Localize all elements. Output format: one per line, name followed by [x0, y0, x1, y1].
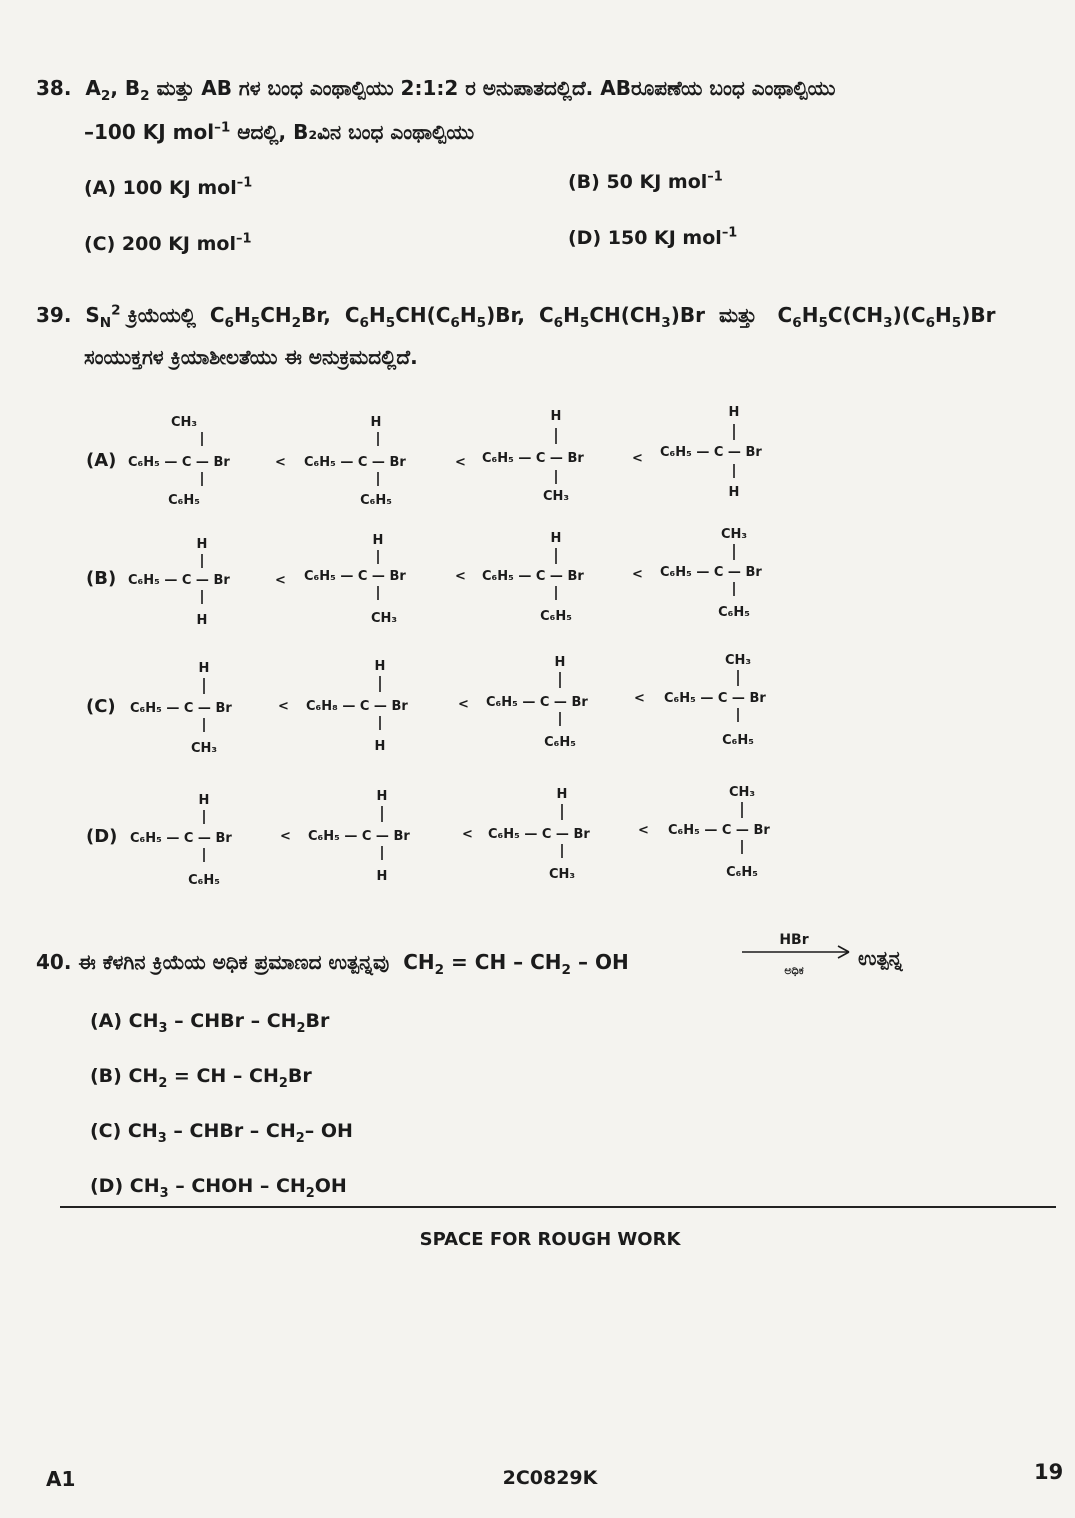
option-39-d — [86, 785, 770, 888]
substituent-bottom: C₆H₅ — [188, 873, 220, 888]
substituent-bottom: H — [376, 869, 388, 884]
question-40-line1 — [36, 950, 629, 978]
svg-text:C₆H₅ — C — Br: C₆H₅ — C — Br — [486, 695, 588, 710]
question-text: ಈ ಕೆಳಗಿನ ಕ್ರಿಯೆಯ ಅಧಿಕ ಪ್ರಮಾಣದ ಉತ್ಪನ್ನವು — [78, 950, 390, 974]
substituent-bottom: CH₃ — [370, 611, 398, 626]
option-38-a: (A) 100 KJ mol$^{-1}$ — [84, 175, 253, 199]
substituent-top: H — [554, 655, 566, 670]
svg-text:<: < — [280, 829, 291, 844]
option-38-d: (D) 150 KJ mol$^{-1}$ — [568, 225, 738, 249]
question-number: 38. — [36, 76, 72, 100]
option-label: (C) — [86, 696, 116, 717]
option-38-c: (C) 200 KJ mol$^{-1}$ — [84, 231, 252, 255]
option-39-c — [86, 653, 766, 756]
formula: –100 KJ mol$^{-1}$ — [84, 119, 231, 144]
option-40-b: (B) $CH_2$ = CH – $CH_2Br$ — [90, 1065, 312, 1091]
substituent-top: CH₃ — [720, 527, 748, 542]
svg-text:ಅಧಿಕ: ಅಧಿಕ — [784, 964, 804, 977]
substituent-bottom: C₆H₅ — [726, 865, 758, 880]
formula: $C_6H_5CH_2Br$, $C_6H_5CH(C_6H_5)Br$, $C_6H_5CH(CH_3)Br$ — [202, 303, 719, 331]
option-label: (A) — [86, 450, 117, 471]
option-38-b: (B) 50 KJ mol$^{-1}$ — [568, 169, 723, 193]
svg-text:<: < — [278, 699, 289, 714]
svg-text:HBr: HBr — [779, 932, 809, 948]
svg-text:C₆H₅ — C — Br: C₆H₅ — C — Br — [130, 831, 232, 846]
substituent-bottom: CH₃ — [190, 741, 218, 756]
formula: $C_6H_5C(CH_3)(C_6H_5)Br$ — [763, 303, 996, 331]
substituent-top: H — [198, 661, 210, 676]
option-40-a: (A) $CH_3$ – CHBr – $CH_2Br$ — [90, 1010, 330, 1036]
svg-text:C₆H₅ — C — Br: C₆H₅ — C — Br — [482, 569, 584, 584]
svg-text:C₆H₅ — C — Br: C₆H₅ — C — Br — [488, 827, 590, 842]
substituent-top: H — [196, 537, 208, 552]
formula: $S_N^2$ — [78, 302, 121, 331]
page-number: 19 — [1034, 1460, 1064, 1484]
substituent-bottom: C₆H₅ — [544, 735, 576, 750]
svg-text:<: < — [634, 691, 645, 706]
booklet-code: A1 — [46, 1467, 76, 1491]
question-number: 39. — [36, 303, 72, 327]
option-39-a — [86, 405, 762, 508]
substituent-bottom: H — [728, 485, 740, 500]
question-number: 40. — [36, 950, 72, 974]
option-label: (B) — [86, 568, 117, 589]
formula: $A_2$, $B_2$ — [78, 76, 150, 104]
substituent-bottom: C₆H₅ — [540, 609, 572, 624]
substituent-top: H — [376, 789, 388, 804]
svg-text:<: < — [638, 823, 649, 838]
substituent-top: H — [550, 531, 562, 546]
svg-text:C₆H₅ — C — Br: C₆H₅ — C — Br — [660, 445, 762, 460]
substituent-bottom: CH₃ — [548, 867, 576, 882]
question-38-line2 — [84, 120, 474, 144]
paper-code: 2C0829K — [502, 1467, 598, 1489]
substituent-top: H — [728, 405, 740, 420]
substituent-bottom: C₆H₅ — [718, 605, 750, 620]
svg-text:C₆H₅ — C — Br: C₆H₅ — C — Br — [130, 701, 232, 716]
question-38-line1 — [36, 76, 836, 104]
substituent-top: H — [550, 409, 562, 424]
svg-text:<: < — [458, 697, 469, 712]
substituent-top: H — [370, 415, 382, 430]
substituent-bottom: CH₃ — [542, 489, 570, 504]
svg-text:<: < — [462, 827, 473, 842]
question-39-line2: ಸಂಯುಕ್ತಗಳ ಕ್ರಿಯಾಶೀಲತೆಯು ಈ ಅನುಕ್ರಮದಲ್ಲಿದೆ. — [84, 345, 418, 369]
substituent-top: H — [556, 787, 568, 802]
reaction-arrow — [738, 928, 858, 984]
substituent-top: H — [198, 793, 210, 808]
svg-text:C₆H₅ — C — Br: C₆H₅ — C — Br — [128, 573, 230, 588]
q39-structures — [80, 400, 820, 900]
svg-text:<: < — [455, 569, 466, 584]
svg-text:C₆H₅ — C — Br: C₆H₅ — C — Br — [482, 451, 584, 466]
question-text: ಮತ್ತು AB ಗಳ ಬಂಧ ಎಂಥಾಲ್ಪಿಯು 2:1:2 ರ ಅನುಪಾತದಲ್ಲಿದೆ. ABರೂಪಣೆಯ ಬಂಧ ಎಂಥಾಲ್ಪಿಯು — [156, 76, 836, 100]
svg-text:<: < — [275, 455, 286, 470]
substituent-top: CH₃ — [728, 785, 756, 800]
substituent-top: CH₃ — [170, 415, 198, 430]
substituent-top: H — [372, 533, 384, 548]
option-label: (D) — [86, 826, 118, 847]
svg-text:C₆H₅ — C — Br: C₆H₅ — C — Br — [128, 455, 230, 470]
substituent-bottom: H — [196, 613, 208, 628]
svg-text:C₆H₅ — C — Br: C₆H₅ — C — Br — [664, 691, 766, 706]
substituent-bottom: C₆H₅ — [360, 493, 392, 508]
product-label: ಉತ್ಪನ್ನ — [858, 946, 903, 970]
divider — [60, 1206, 1056, 1208]
svg-text:<: < — [275, 573, 286, 588]
svg-text:C₆H₅ — C — Br: C₆H₅ — C — Br — [660, 565, 762, 580]
svg-text:<: < — [632, 567, 643, 582]
svg-text:C₆H₅ — C — Br: C₆H₅ — C — Br — [304, 569, 406, 584]
svg-text:C₆H₈ — C — Br: C₆H₈ — C — Br — [306, 699, 408, 714]
option-40-d: (D) $CH_3$ – CHOH – $CH_2OH$ — [90, 1175, 347, 1201]
svg-text:<: < — [632, 451, 643, 466]
substituent-bottom: C₆H₅ — [168, 493, 200, 508]
svg-text:C₆H₅ — C — Br: C₆H₅ — C — Br — [308, 829, 410, 844]
svg-text:C₆H₅ — C — Br: C₆H₅ — C — Br — [668, 823, 770, 838]
svg-text:<: < — [455, 455, 466, 470]
substituent-bottom: C₆H₅ — [722, 733, 754, 748]
substituent-bottom: H — [374, 739, 386, 754]
option-40-c: (C) $CH_3$ – CHBr – $CH_2-$ OH — [90, 1120, 353, 1146]
formula: $CH_2$ = CH – $CH_2$ – OH — [396, 950, 629, 978]
substituent-top: H — [374, 659, 386, 674]
substituent-top: CH₃ — [724, 653, 752, 668]
rough-work-label: SPACE FOR ROUGH WORK — [419, 1229, 681, 1250]
option-39-b — [86, 527, 762, 628]
question-39-line1: 39. $S_N^2$ ಕ್ರಿಯೆಯಲ್ಲಿ $C_6H_5CH_2Br$, $C_6H_5CH(C_6H_5)Br$, $C_6H_5CH(CH_3)Br$ ಮತ್ತು $C_6H_5C(CH_3)(C_6H_5)Br$ — [36, 302, 996, 331]
svg-text:C₆H₅ — C — Br: C₆H₅ — C — Br — [304, 455, 406, 470]
question-text: ಆದಲ್ಲಿ, B₂ವಿನ ಬಂಧ ಎಂಥಾಲ್ಪಿಯು — [237, 120, 475, 144]
